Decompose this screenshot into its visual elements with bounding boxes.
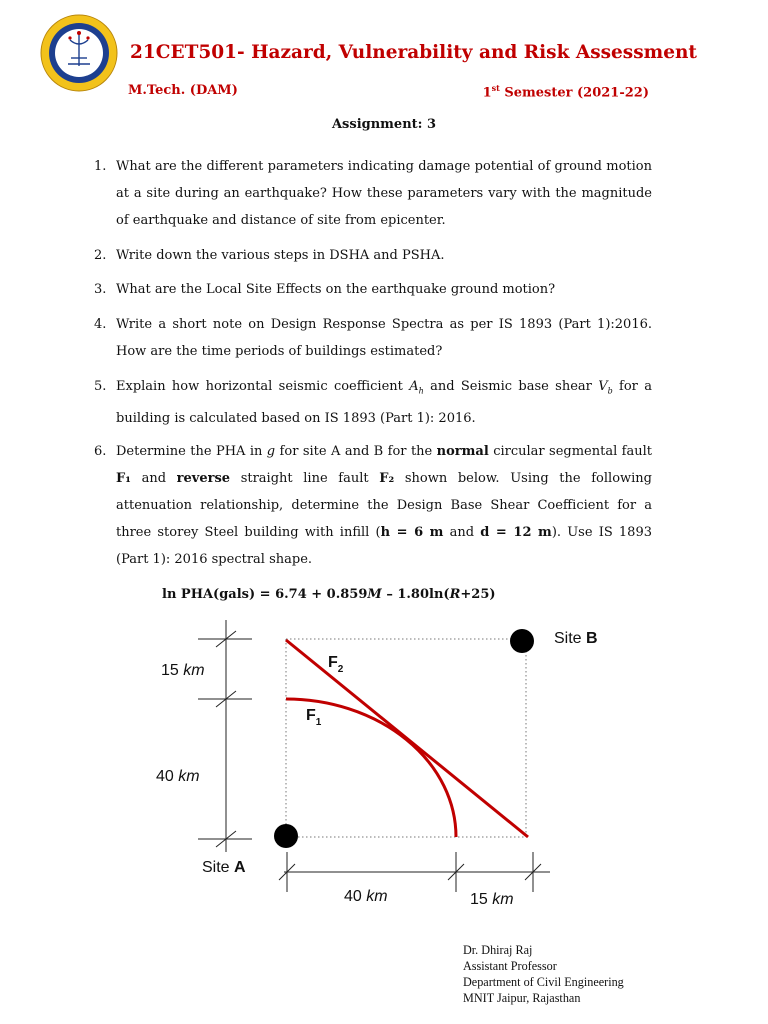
fault-f2-label: $F_2$	[328, 654, 344, 675]
fault-geometry-figure	[140, 612, 640, 912]
site-b-marker	[510, 629, 534, 653]
question-2: 2. Write down the various steps in DSHA and PSHA.	[94, 248, 445, 263]
left-dimension-line	[198, 620, 252, 852]
signature-institute: MNIT Jaipur, Rajasthan	[463, 991, 581, 1005]
question-1: 1. What are the different parameters indicating damage potential of ground motion at a site during an earthquake? How these parameters vary with the magnitude of earthquake and distance of site from epicenter.	[94, 159, 652, 228]
site-a-marker	[274, 824, 298, 848]
institute-logo	[40, 14, 118, 92]
program-label: M.Tech. (DAM)	[128, 83, 238, 98]
signature-name: Dr. Dhiraj Raj	[463, 943, 533, 957]
signature-title: Assistant Professor	[463, 959, 557, 973]
question-3: 3. What are the Local Site Effects on the earthquake ground motion?	[94, 282, 556, 297]
site-a-label: Site A	[202, 859, 246, 876]
question-5: 5. Explain how horizontal seismic coefficient $A_h$ and Seismic base shear $V_b$ for a building is calculated based on IS 1893 (Part 1): 2016.	[94, 379, 652, 426]
assignment-heading: Assignment: 3	[331, 117, 437, 132]
dim-40-bottom-label: 40 km	[344, 888, 388, 905]
bottom-dimension-line	[279, 852, 550, 892]
fault-f1-label: $F_1$	[306, 707, 322, 728]
dim-40-left-label: 40 km	[156, 768, 200, 785]
question-6: 6. Determine the PHA in g for site A and B for the normal circular segmental fault F₁ and reverse straight line fault F₂ shown below. Using the following attenuation relationship, determine the Design Base Shear Coefficient for a three storey Steel building with infill (h = 6 m and d = 12 m). Use IS 1893 (Part 1): 2016 spectral shape.	[94, 444, 653, 567]
question-4: 4. Write a short note on Design Response Spectra as per IS 1893 (Part 1):2016. How are the time periods of buildings estimated?	[94, 317, 652, 359]
course-title: 21CET501- Hazard, Vulnerability and Risk Assessment	[130, 42, 697, 63]
signature-department: Department of Civil Engineering	[463, 975, 624, 989]
dim-15-top-label: 15 km	[161, 662, 205, 679]
site-b-label: Site B	[554, 630, 598, 647]
attenuation-formula: ln PHA(gals) = 6.74 + 0.859M – 1.80ln(R+25)	[162, 587, 496, 602]
signature-block	[463, 942, 624, 1006]
dim-15-bottom-label: 15 km	[470, 891, 514, 908]
semester-label: 1st Semester (2021-22)	[482, 83, 649, 101]
